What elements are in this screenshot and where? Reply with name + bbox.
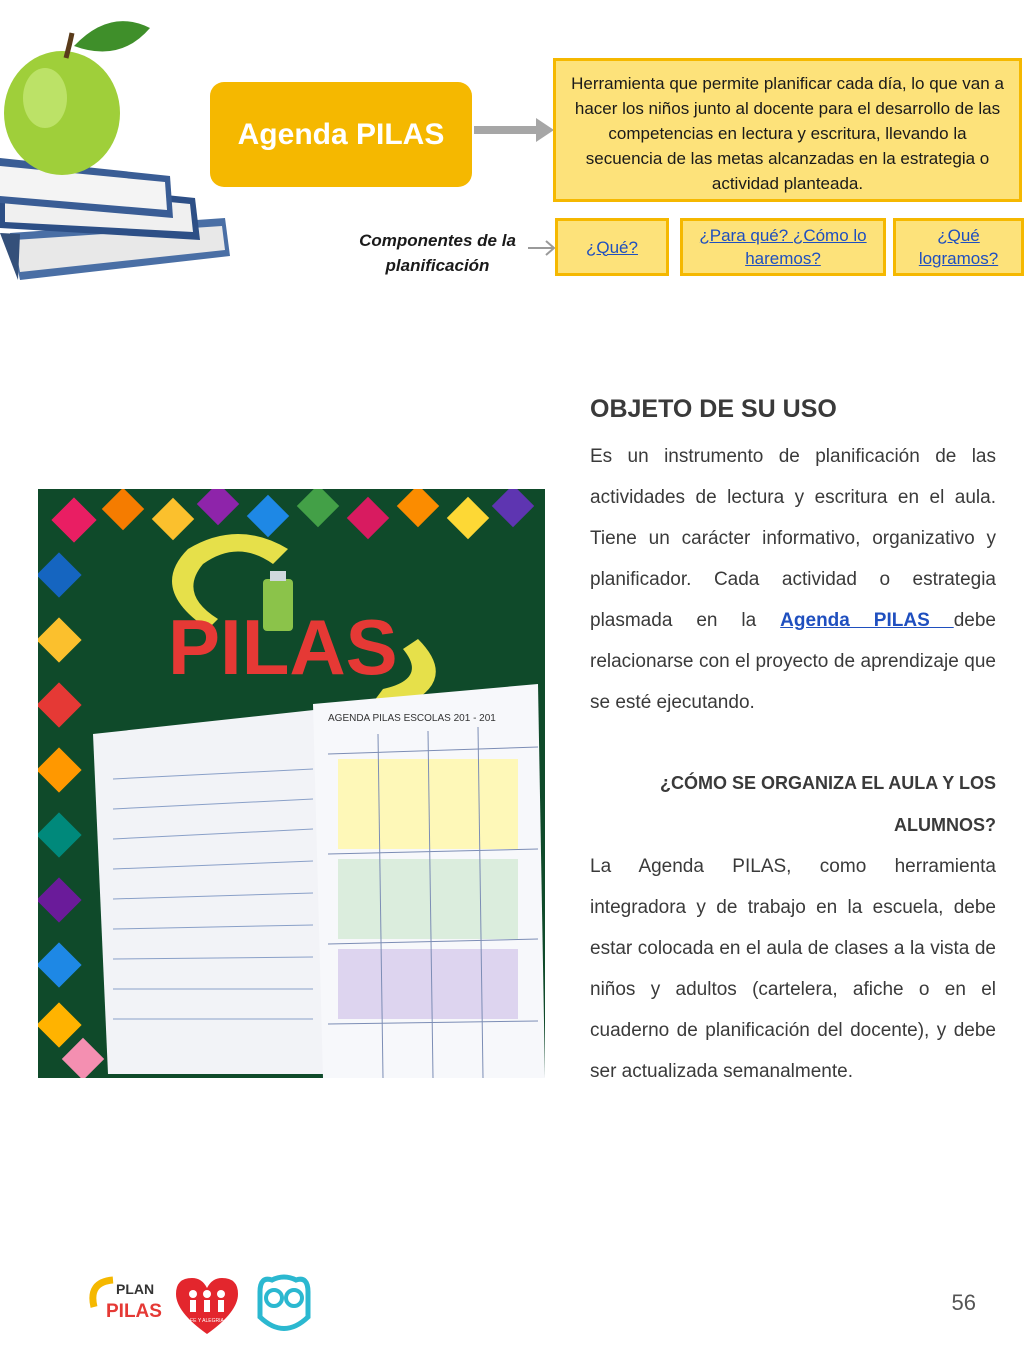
component-que-link[interactable]: ¿Qué? [586, 237, 638, 257]
fe-y-alegria-logo [176, 1278, 238, 1334]
books-icon [0, 158, 230, 280]
apple-books-illustration [0, 18, 240, 283]
section-subtitle: ¿CÓMO SE ORGANIZA EL AULA Y LOS ALUMNOS? [659, 773, 996, 835]
agenda-sheet-title: AGENDA PILAS ESCOLAS 201 - 201 [328, 713, 496, 724]
section-title: OBJETO DE SU USO [590, 395, 837, 423]
plan-logo-text: PLAN [116, 1281, 155, 1297]
paragraph-organizacion: La Agenda PILAS, como herramienta integradora y de trabajo en la escuela, debe estar colocada en el aula de clases a la vista de niños y adultos (cartelera, afiche o en el cuaderno de planificación del docente), y debe ser actualizada semanalmente. [590, 856, 996, 1082]
classroom-board-photo [38, 489, 545, 1078]
components-label: Componentes de la planificación [359, 231, 516, 275]
plan-pilas-logo [93, 1280, 162, 1322]
arrow-right-icon [528, 238, 558, 258]
component-que[interactable] [555, 218, 669, 276]
apple-icon [4, 21, 150, 175]
agenda-pilas-title: Agenda PILAS [210, 82, 472, 187]
paragraph-objeto-text: Es un instrumento de planificación de las actividades de lectura y escritura en el aula. Tiene un carácter informativo, organizativo y planificador. Cada actividad o estrategia plasmada en la [590, 446, 996, 631]
component-para-que-link[interactable]: ¿Para qué? ¿Cómo lo haremos? [699, 226, 867, 268]
component-para-que[interactable] [680, 218, 886, 276]
footer-logos [88, 1272, 328, 1342]
pilas-logo-text-footer: PILAS [106, 1301, 162, 1322]
arrow-right-icon [474, 116, 556, 144]
paragraph-objeto-text-end: debe relacionarse con el proyecto de aprendizaje que se esté ejecutando. [590, 610, 996, 713]
fe-y-alegria-text: FE Y ALEGRIA [190, 1318, 224, 1324]
component-que-logramos[interactable] [893, 218, 1024, 276]
report-sheet [93, 709, 328, 1074]
paragraph-objeto [590, 436, 996, 723]
owl-logo [260, 1277, 308, 1329]
description-box: Herramienta que permite planificar cada día, lo que van a hacer los niños junto al docente para el desarrollo de las competencias en lectura y escritura, llevando la secuencia de las metas alcanzadas en la estrategia o actividad planteada. [553, 58, 1022, 202]
component-que-logramos-link[interactable]: ¿Qué logramos? [918, 226, 999, 268]
agenda-pilas-link[interactable]: Agenda PILAS [780, 610, 954, 631]
page-number: 56 [951, 1290, 976, 1315]
agenda-sheet [313, 684, 545, 1078]
pilas-logo-text: PILAS [168, 603, 398, 691]
